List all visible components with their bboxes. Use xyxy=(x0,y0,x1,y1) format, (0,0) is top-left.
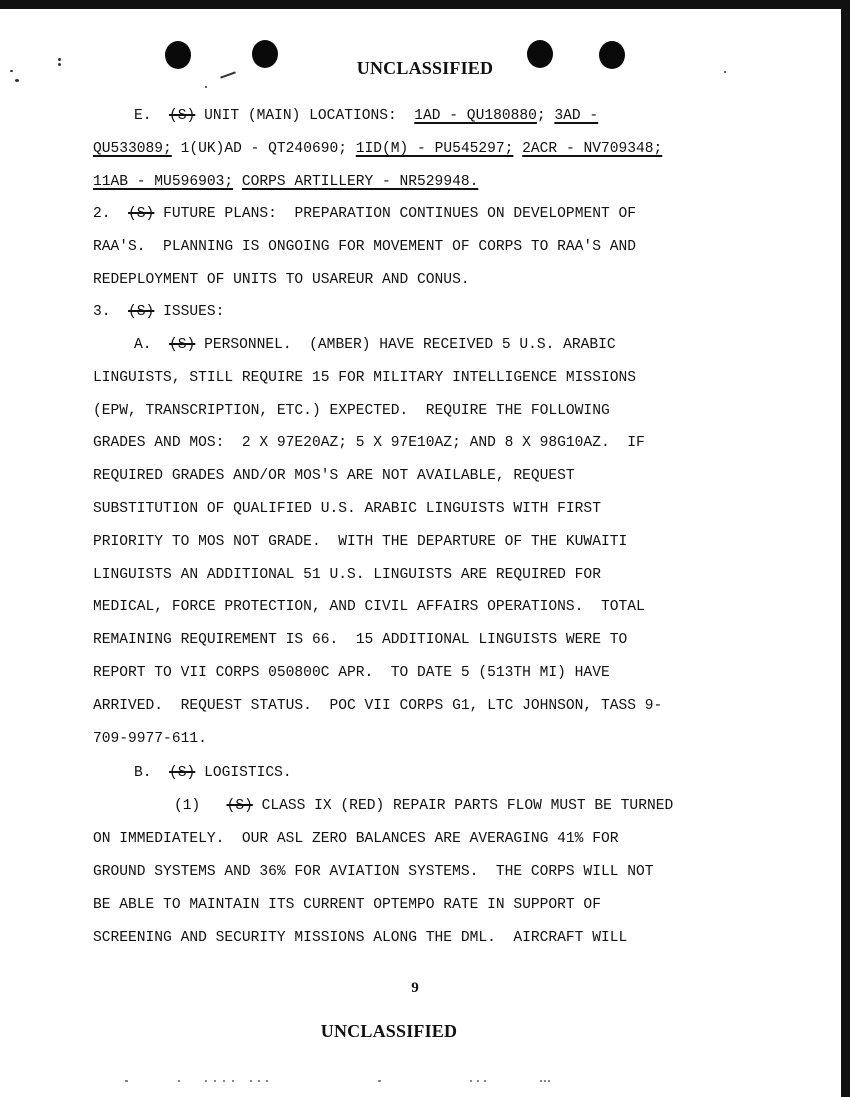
separator xyxy=(233,174,242,190)
classification-marking: (S) xyxy=(169,337,196,353)
para-3a-line: REPORT TO VII CORPS 050800C APR. TO DATE 5 (513TH MI) HAVE xyxy=(93,665,610,681)
document-body xyxy=(93,0,793,946)
para-3a-label: A. xyxy=(134,337,152,353)
para-2-line-3: REDEPLOYMENT OF UNITS TO USAREUR AND CONUS. xyxy=(93,272,470,288)
page-number: 9 xyxy=(411,980,419,996)
para-3a-line: LINGUISTS AN ADDITIONAL 51 U.S. LINGUISTS ARE REQUIRED FOR xyxy=(93,567,601,583)
para-e-line-1 xyxy=(134,106,598,126)
para-3a-line: MEDICAL, FORCE PROTECTION, AND CIVIL AFFAIRS OPERATIONS. TOTAL xyxy=(93,599,645,615)
para-2-line-1 xyxy=(93,204,636,224)
para-3-heading: ISSUES: xyxy=(163,304,225,320)
scan-noise xyxy=(125,1080,128,1082)
para-3a-line-1 xyxy=(134,335,616,355)
para-3-label: 3. xyxy=(93,304,111,320)
classification-marking: (S) xyxy=(169,108,196,124)
separator: ; xyxy=(536,108,555,124)
para-3b-heading: LOGISTICS. xyxy=(204,765,292,781)
para-e-heading: UNIT (MAIN) LOCATIONS: xyxy=(204,108,397,124)
para-3a-line: ARRIVED. REQUEST STATUS. POC VII CORPS G1, LTC JOHNSON, TASS 9- xyxy=(93,698,663,714)
location-1idm: 1ID(M) - PU545297; xyxy=(355,141,514,157)
scan-border-right xyxy=(841,0,850,1097)
classification-marking: (S) xyxy=(169,765,196,781)
para-e-line-3 xyxy=(93,172,478,192)
separator xyxy=(513,141,522,157)
scan-speck xyxy=(15,79,19,82)
para-3-line-1 xyxy=(93,302,224,322)
para-3b1-line-1 xyxy=(174,796,673,816)
para-3a-line: REQUIRED GRADES AND/OR MOS'S ARE NOT AVAILABLE, REQUEST xyxy=(93,468,575,484)
para-2-text: FUTURE PLANS: PREPARATION CONTINUES ON DEVELOPMENT OF xyxy=(163,206,636,222)
para-3a-line: REMAINING REQUIREMENT IS 66. 15 ADDITIONAL LINGUISTS WERE TO xyxy=(93,632,628,648)
para-e-label: E. xyxy=(134,108,152,124)
para-3b-line-1 xyxy=(134,763,292,783)
location-3ad-grid: QU533089; xyxy=(93,141,172,157)
scan-noise xyxy=(250,1080,272,1082)
para-3b1-text: CLASS IX (RED) REPAIR PARTS FLOW MUST BE TURNED xyxy=(261,798,674,814)
para-3a-line: SUBSTITUTION OF QUALIFIED U.S. ARABIC LINGUISTS WITH FIRST xyxy=(93,501,601,517)
para-3b1-line: BE ABLE TO MAINTAIN ITS CURRENT OPTEMPO RATE IN SUPPORT OF xyxy=(93,897,601,913)
para-2-line-2: RAA'S. PLANNING IS ONGOING FOR MOVEMENT OF CORPS TO RAA'S AND xyxy=(93,239,636,255)
para-3b1-label: (1) xyxy=(174,798,201,814)
classification-footer: UNCLASSIFIED xyxy=(320,1021,458,1041)
para-3a-line: (EPW, TRANSCRIPTION, ETC.) EXPECTED. REQUIRE THE FOLLOWING xyxy=(93,403,610,419)
classification-marking: (S) xyxy=(128,304,155,320)
para-e-line-2 xyxy=(93,139,662,159)
location-2acr: 2ACR - NV709348; xyxy=(522,141,663,157)
para-3b1-line: ON IMMEDIATELY. OUR ASL ZERO BALANCES ARE AVERAGING 41% FOR xyxy=(93,831,619,847)
para-3a-line: LINGUISTS, STILL REQUIRE 15 FOR MILITARY INTELLIGENCE MISSIONS xyxy=(93,370,636,386)
location-3ad: 3AD - xyxy=(554,108,599,124)
location-1ukad: 1(UK)AD - QT240690; xyxy=(171,141,356,157)
classification-marking: (S) xyxy=(226,798,253,814)
para-3b-label: B. xyxy=(134,765,152,781)
para-3a-text: PERSONNEL. (AMBER) HAVE RECEIVED 5 U.S. ARABIC xyxy=(204,337,616,353)
scan-noise xyxy=(378,1080,381,1082)
location-corps-artillery: CORPS ARTILLERY - NR529948. xyxy=(241,174,479,190)
scan-noise xyxy=(178,1080,180,1082)
para-3a-line: PRIORITY TO MOS NOT GRADE. WITH THE DEPARTURE OF THE KUWAITI xyxy=(93,534,628,550)
location-11ab: 11AB - MU596903; xyxy=(93,174,234,190)
scan-noise xyxy=(205,1080,235,1082)
scan-noise xyxy=(470,1080,490,1082)
classification-marking: (S) xyxy=(128,206,155,222)
para-3a-line: GRADES AND MOS: 2 X 97E20AZ; 5 X 97E10AZ; AND 8 X 98G10AZ. IF xyxy=(93,435,645,451)
scan-noise xyxy=(540,1080,550,1082)
classification-header: UNCLASSIFIED xyxy=(356,58,494,78)
para-3b1-line: GROUND SYSTEMS AND 36% FOR AVIATION SYSTEMS. THE CORPS WILL NOT xyxy=(93,864,654,880)
para-3b1-line: SCREENING AND SECURITY MISSIONS ALONG THE DML. AIRCRAFT WILL xyxy=(93,930,628,946)
para-2-label: 2. xyxy=(93,206,111,222)
location-1ad: 1AD - QU180880 xyxy=(414,108,537,124)
para-3a-line: 709-9977-611. xyxy=(93,731,207,747)
